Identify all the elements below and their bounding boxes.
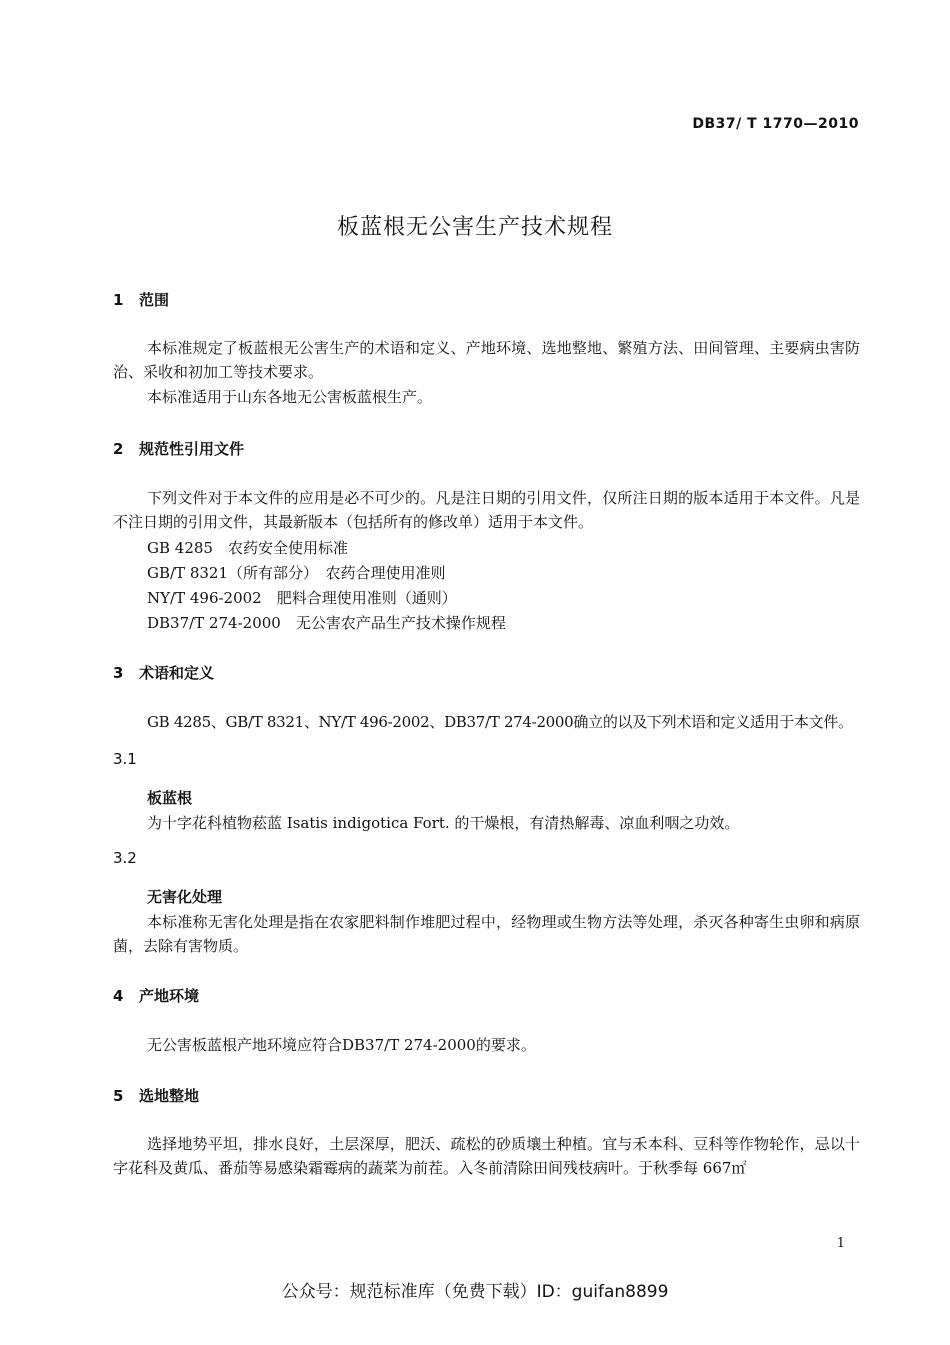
section-3-paragraph-1: GB 4285、GB/T 8321、NY/T 496-2002、DB37/T 274-2000确立的以及下列术语和定义适用于本文件。 (147, 713, 853, 731)
section-2-paragraph-1: 下列文件对于本文件的应用是必不可少的。凡是注日期的引用文件，仅所注日期的版本适用于本文件。凡是不注日期的引用文件，其最新版本（包括所有的修改单）适用于本文件。 (113, 489, 860, 531)
page-number: 1 (836, 1236, 845, 1251)
term-3-1-number: 3.1 (113, 750, 137, 768)
reference-item: NY/T 496-2002 肥料合理使用准则（通则） (147, 589, 457, 607)
section-4-paragraph-1: 无公害板蓝根产地环境应符合DB37/T 274-2000的要求。 (147, 1036, 536, 1054)
document-title: 板蓝根无公害生产技术规程 (336, 215, 613, 240)
section-title: 范围 (139, 291, 170, 309)
section-number: 4 (113, 987, 124, 1005)
section-number: 1 (113, 291, 124, 309)
section-4-heading (113, 985, 199, 1006)
section-title: 术语和定义 (139, 664, 215, 682)
reference-item: DB37/T 274-2000 无公害农产品生产技术操作规程 (147, 614, 506, 632)
term-3-1-name: 板蓝根 (147, 789, 193, 807)
section-title: 规范性引用文件 (139, 440, 245, 458)
section-1-paragraph-2: 本标准适用于山东各地无公害板蓝根生产。 (147, 388, 433, 406)
section-5-paragraph-1: 选择地势平坦，排水良好，土层深厚，肥沃、疏松的砂质壤土种植。宜与禾本科、豆科等作物轮作，忌以十字花科及黄瓜、番茄等易感染霜霉病的蔬菜为前茬。入冬前清除田间残枝病叶。于秋季每 667㎡ (113, 1135, 860, 1177)
section-title: 选地整地 (139, 1087, 200, 1105)
section-number: 5 (113, 1087, 124, 1105)
term-3-2-number: 3.2 (113, 849, 137, 867)
document-code: DB37/ T 1770—2010 (692, 116, 859, 132)
footer-watermark-text: 公众号：规范标准库（免费下载）ID：guifan8899 (281, 1282, 669, 1302)
reference-item: GB/T 8321（所有部分） 农药合理使用准则 (147, 564, 446, 582)
term-3-1-definition: 为十字花科植物菘蓝 Isatis indigotica Fort. 的干燥根，有清热解毒、凉血利咽之功效。 (147, 814, 740, 832)
section-3-heading (113, 662, 214, 683)
section-2-heading (113, 438, 244, 459)
section-title: 产地环境 (139, 987, 200, 1005)
section-number: 3 (113, 664, 124, 682)
section-1-paragraph-1: 本标准规定了板蓝根无公害生产的术语和定义、产地环境、选地整地、繁殖方法、田间管理、主要病虫害防治、采收和初加工等技术要求。 (113, 339, 860, 381)
section-5-heading (113, 1085, 199, 1106)
reference-item: GB 4285 农药安全使用标准 (147, 539, 348, 557)
section-number: 2 (113, 440, 124, 458)
term-3-2-name: 无害化处理 (147, 888, 223, 906)
section-1-heading (113, 289, 169, 310)
term-3-2-definition: 本标准称无害化处理是指在农家肥料制作堆肥过程中，经物理或生物方法等处理，杀灭各种寄生虫卵和病原菌，去除有害物质。 (113, 913, 860, 955)
